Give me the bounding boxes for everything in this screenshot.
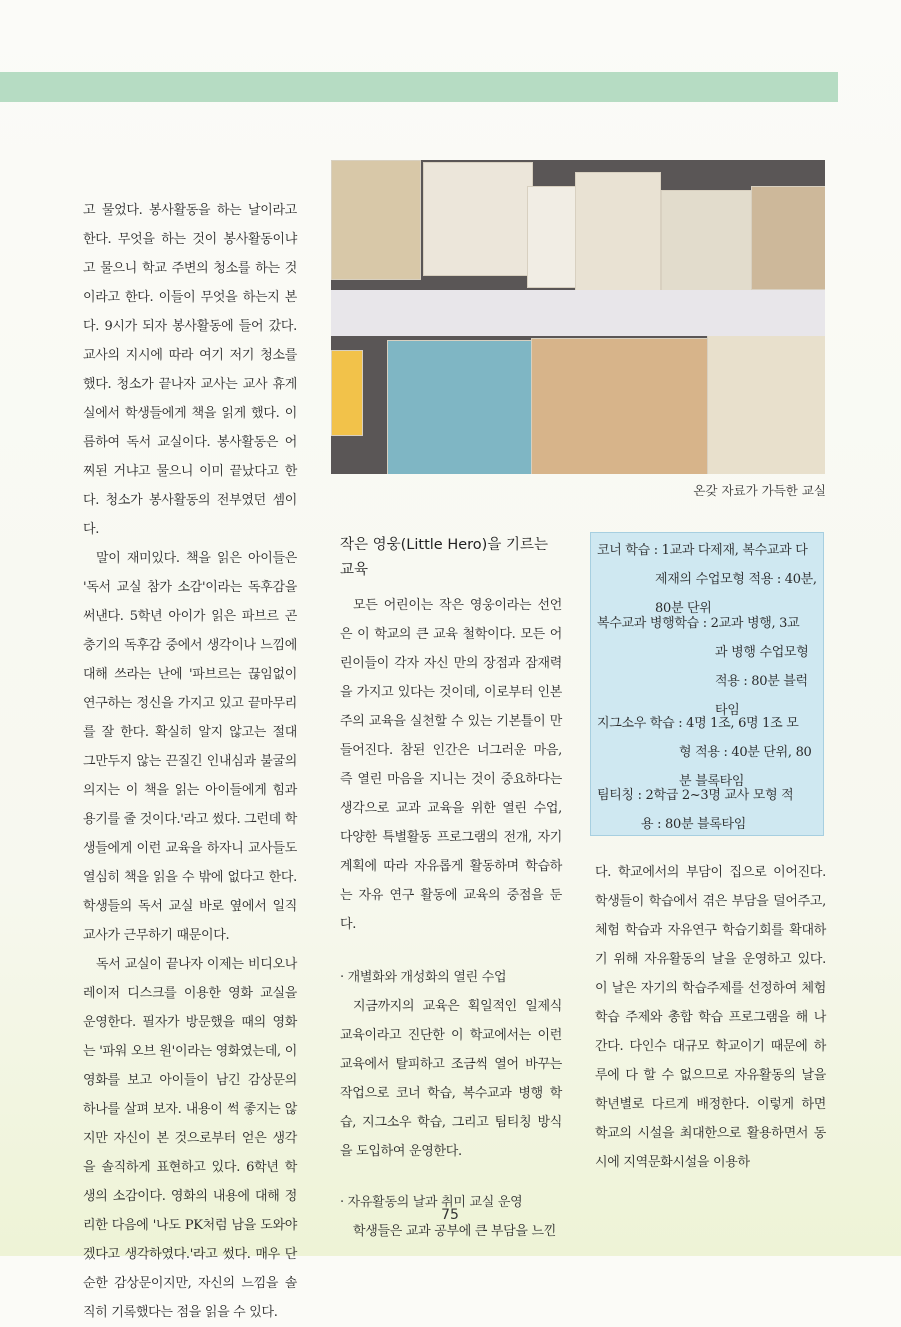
paragraph: 모든 어린이는 작은 영웅이라는 선언은 이 학교의 큰 교육 철학이다. 모든 어린이들이 각자 자신 만의 장점과 잠재력을 가지고 있다는 것이데, 이로부터 인본주의 교육을 실천할 수 있는 기본틀이 만들어진다. 참된 인간은 너그러운 마음, 즉 열린 마음을 지니는 것이 중요하다는 생각으로 교과 교육을 위한 열린 수업, 다양한 특별활동 프로그램의 전개, 자기 계획에 따라 자유롭게 활동하며 학습하는 자유 연구 활동에 교육의 중점을 둔다.: [340, 598, 562, 932]
info-line: 복수교과 병행학습 : 2교과 병행, 3교: [597, 616, 800, 631]
paragraph: 말이 재미있다. 책을 읽은 아이들은 '독서 교실 참가 소감'이라는 독후감을 써낸다. 5학년 아이가 읽은 파브르 곤충기의 독후감 중에서 생각이나 느낌에 대해 쓰라는 난에 '파브르는 끊임없이 연구하는 정신을 가지고 있고 끝마무리를 잘 한다. 확실히 알지 않고는 절대 그만두지 않는 끈질긴 인내심과 불굴의 의지는 이 책을 읽는 아이들에게 힘과 용기를 줄 것이다.'라고 썼다. 그런데 학생들에게 이런 교육을 하자니 교사들도 열심히 책을 읽을 수 밖에 없다고 한다. 학생들의 독서 교실 바로 옆에서 일직 교사가 근무하기 때문이다.: [83, 551, 297, 943]
paragraph: 학생들은 교과 공부에 큰 부담을 느낀: [353, 1224, 557, 1239]
info-entry-team-teaching: [597, 781, 819, 839]
column-left: [83, 196, 297, 1327]
info-line: 제재의 수업모형 적용 : 40분, 80분 단위: [655, 572, 817, 616]
info-line: 형 적용 : 40분 단위, 80분 블록타임: [679, 745, 812, 789]
teaching-methods-box: [590, 532, 824, 836]
photo-caption: 온갖 자료가 가득한 교실: [693, 483, 826, 498]
paragraph: 고 물었다. 봉사활동을 하는 날이라고 한다. 무엇을 하는 것이 봉사활동이냐고 물으니 학교 주변의 청소를 하는 것이라고 한다. 이들이 무엇을 하는지 본다. 9시가 되자 봉사활동에 들어 갔다. 교사의 지시에 따라 여기 저기 청소를 했다. 청소가 끝나자 교사는 교사 휴게실에서 학생들에게 책을 읽게 했다. 이름하여 독서 교실이다. 봉사활동은 어찌된 거냐고 물으니 이미 끝났다고 한다. 청소가 봉사활동의 전부였던 셈이다.: [83, 203, 297, 537]
paragraph: 지금까지의 교육은 획일적인 일제식 교육이라고 진단한 이 학교에서는 이런 교육에서 탈피하고 조금씩 열어 바꾸는 작업으로 코너 학습, 복수교과 병행 학습, 지그소우 학습, 그리고 팀티칭 방식을 도입하여 운영한다.: [340, 999, 562, 1159]
paragraph: 다. 학교에서의 부담이 집으로 이어진다. 학생들이 학습에서 겪은 부담을 덜어주고, 체험 학습과 자유연구 학습기회를 확대하기 위해 자유활동의 날을 운영하고 있다. 이 날은 자기의 학습주제를 선정하여 체험 학습 주제와 총합 학습 프로그램을 해 나간다. 다인수 대규모 학교이기 때문에 하루에 다 할 수 없으므로 자유활동의 날을 학년별로 다르게 배정한다. 이렇게 하면 학교의 시설을 최대한으로 활용하면서 동시에 지역문화시설을 이용하: [595, 865, 826, 1170]
section-heading: 작은 영웅(Little Hero)을 기르는 교육: [340, 537, 548, 578]
info-line: 지그소우 학습 : 4명 1조, 6명 1조 모: [597, 716, 799, 731]
classroom-photo: [331, 160, 825, 474]
column-middle: [340, 591, 562, 1246]
header-color-band: [0, 72, 838, 102]
bullet-heading: · 개별화와 개성화의 열린 수업: [340, 970, 507, 985]
info-line: 용 : 80분 블록타임: [641, 817, 747, 832]
info-line: 과 병행 수업모형 적용 : 80분 블럭타임: [715, 645, 809, 718]
bullet-heading: · 자유활동의 날과 취미 교실 운영: [340, 1195, 523, 1210]
column-right: [595, 858, 826, 1177]
info-line: 팀티칭 : 2학급 2~3명 교사 모형 적: [597, 788, 794, 803]
info-line: 코너 학습 : 1교과 다제재, 복수교과 다: [597, 543, 808, 558]
page-number: 75: [441, 1207, 459, 1223]
paragraph: 독서 교실이 끝나자 이제는 비디오나 레이저 디스크를 이용한 영화 교실을 운영한다. 필자가 방문했을 때의 영화는 '파워 오브 원'이라는 영화였는데, 이 영화를 보고 아이들이 남긴 감상문의 하나를 살펴 보자. 내용이 썩 좋지는 않지만 자신이 본 것으로부터 얻은 생각을 솔직하게 표현하고 있다. 6학년 학생의 소감이다. 영화의 내용에 대해 정리한 다음에 '나도 PK처럼 남을 도와야 겠다고 생각하였다.'라고 썼다. 매우 단순한 감상문이지만, 자신의 느낌을 솔직히 기록했다는 점을 읽을 수 있다.: [83, 957, 297, 1320]
info-entry-multi-subject: [597, 609, 819, 725]
